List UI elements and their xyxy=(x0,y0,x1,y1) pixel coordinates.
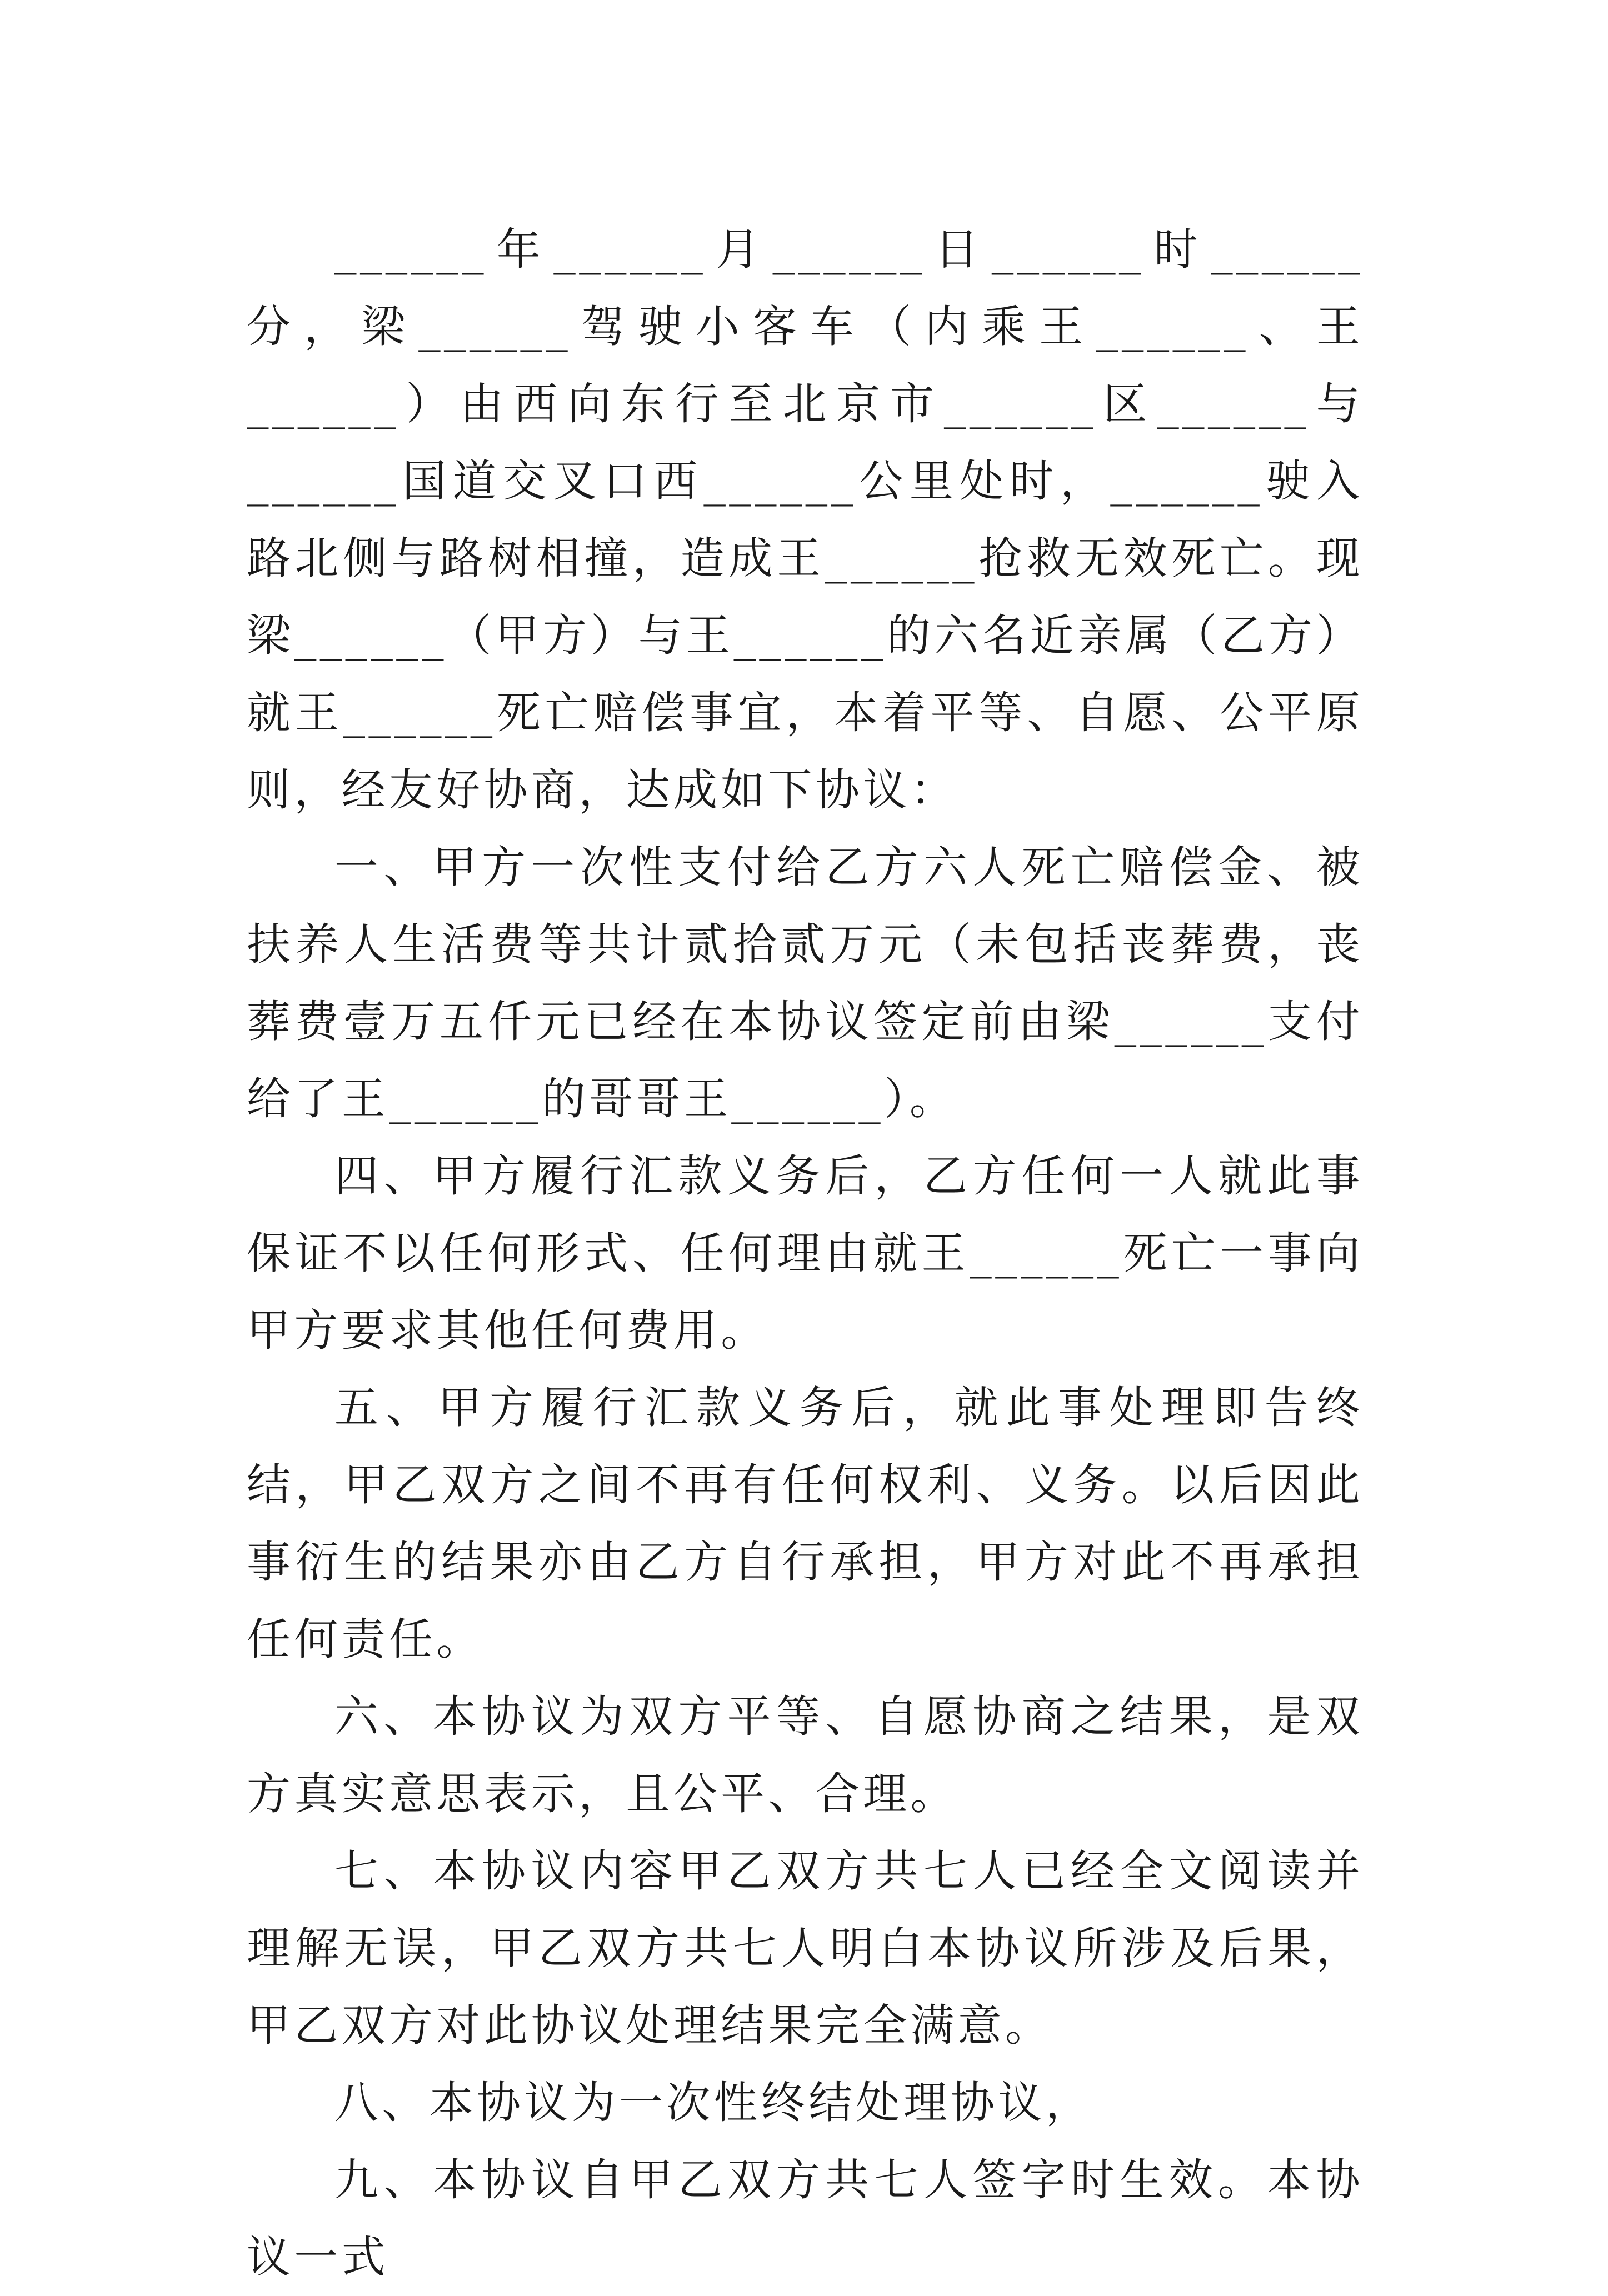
paragraph-accident-facts: ______年______月______日______时______分，梁______驾驶小客车（内乘王______、王______）由西向东行至北京市______区______与______国道交叉口西______公里处时，______驶入路北侧与路树相撞，造成王______抢救无效死亡。现梁______（甲方）与王______的六名近亲属（乙方）就王______死亡赔偿事宜，本着平等、自愿、公平原则，经友好协商，达成如下协议： xyxy=(247,224,1364,816)
paragraph-clause-8: 八、本协议为一次性终结处理协议， xyxy=(334,2077,1093,2128)
paragraph-clause-4: 四、甲方履行汇款义务后，乙方任何一人就此事保证不以任何形式、任何理由就王______死亡一事向甲方要求其他任何费用。 xyxy=(247,1150,1364,1356)
paragraph-clause-1: 一、甲方一次性支付给乙方六人死亡赔偿金、被扶养人生活费等共计贰拾贰万元（未包括丧葬费，丧葬费壹万五仟元已经在本协议签定前由梁______支付给了王______的哥哥王______）。 xyxy=(247,842,1364,1124)
paragraph-clause-7: 七、本协议内容甲乙双方共七人已经全文阅读并理解无误，甲乙双方共七人明白本协议所涉及后果，甲乙双方对此协议处理结果完全满意。 xyxy=(247,1845,1364,2051)
document-body xyxy=(247,211,1364,2296)
paragraph-clause-6: 六、本协议为双方平等、自愿协商之结果，是双方真实意思表示，且公平、合理。 xyxy=(247,1691,1364,1819)
paragraph-clause-9: 九、本协议自甲乙双方共七人签字时生效。本协议一式 xyxy=(247,2154,1364,2283)
paragraph-clause-5: 五、甲方履行汇款义务后，就此事处理即告终结，甲乙双方之间不再有任何权利、义务。以后因此事衍生的结果亦由乙方自行承担，甲方对此不再承担任何责任。 xyxy=(247,1382,1364,1665)
